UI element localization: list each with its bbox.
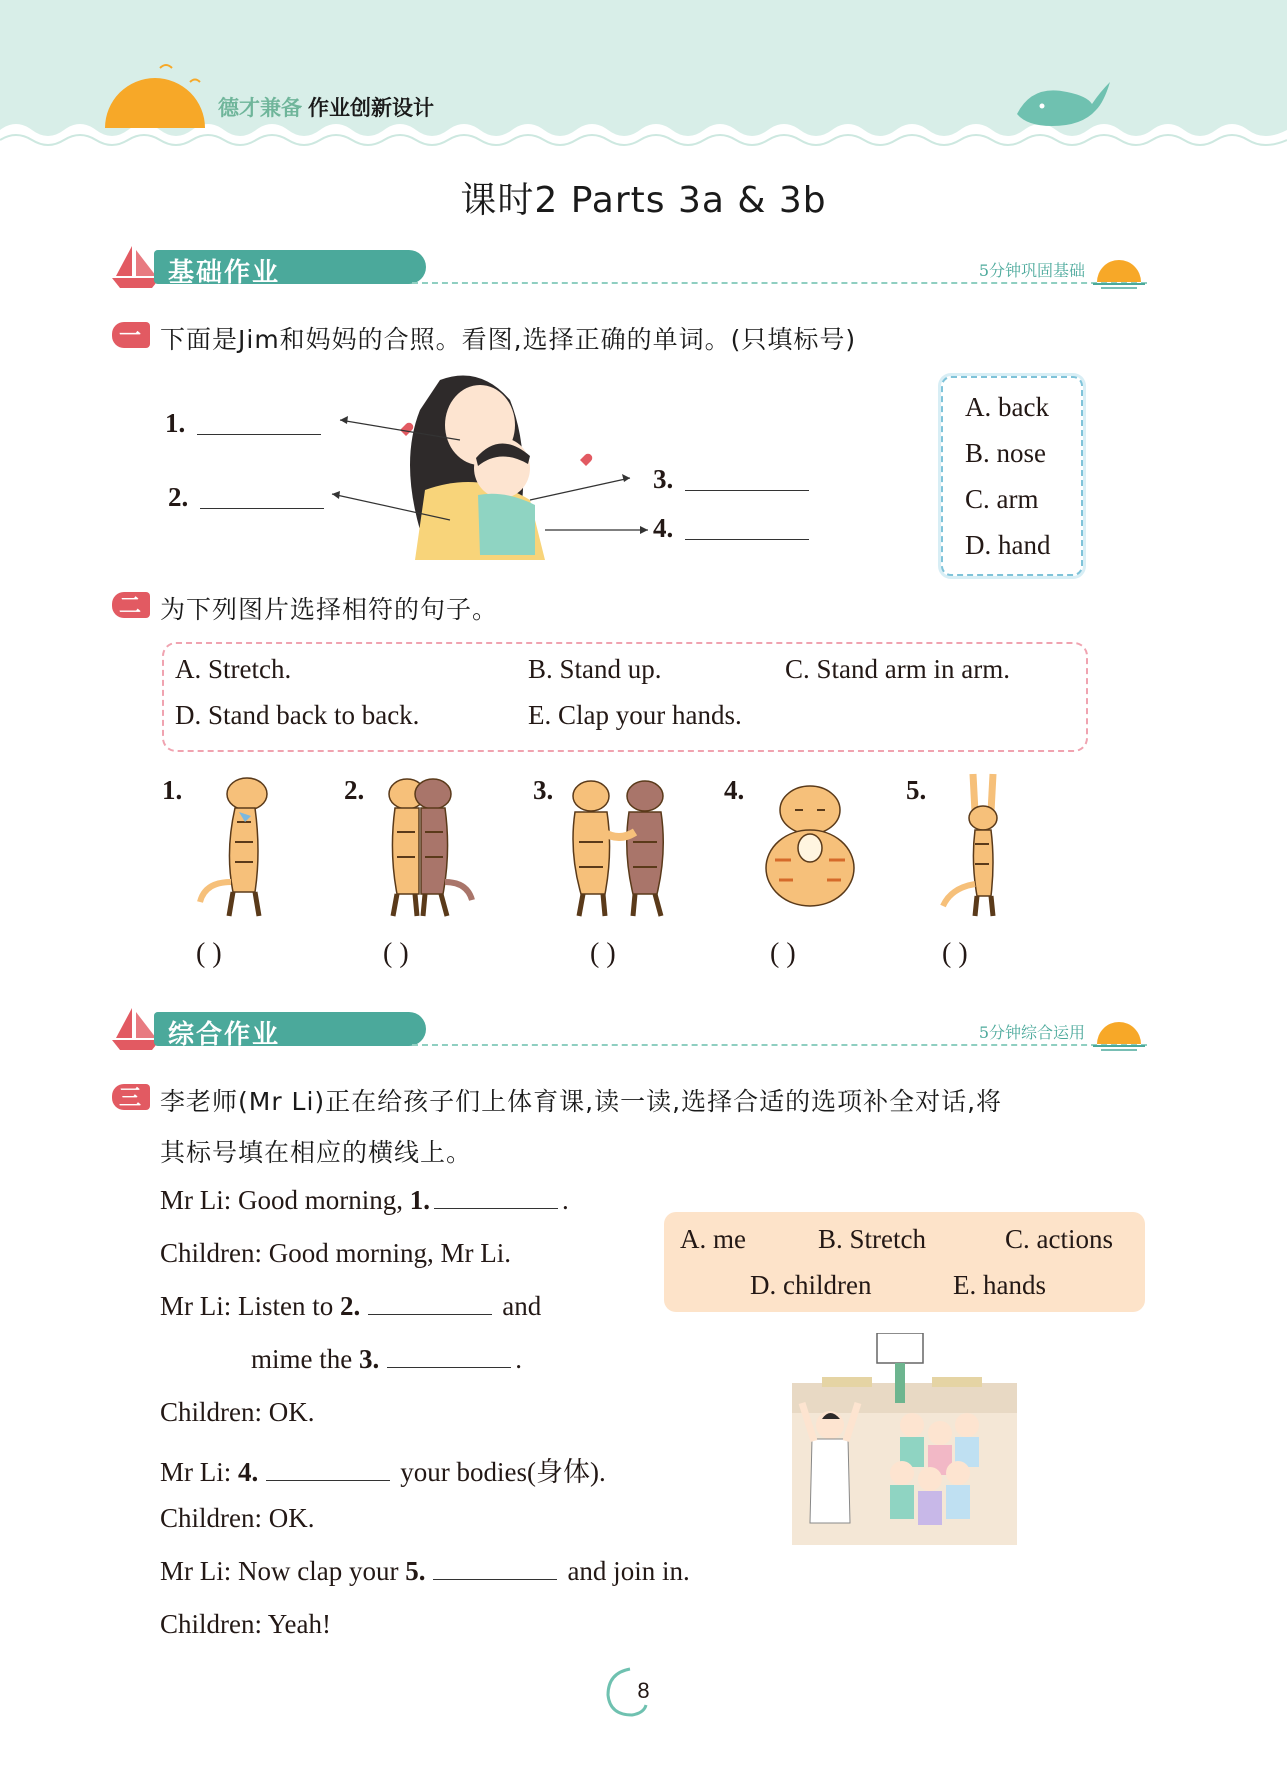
tiger-standing-image xyxy=(195,772,295,922)
q2-answer-5[interactable]: ( ) xyxy=(942,938,968,969)
sailboat-icon xyxy=(112,244,160,290)
divider xyxy=(412,1044,1147,1046)
tiger-stretching-image xyxy=(935,772,1025,922)
sailboat-icon xyxy=(112,1006,160,1052)
section-hint: 5分钟巩固基础 xyxy=(978,261,1085,280)
q2-option-a: A. Stretch. xyxy=(175,654,292,684)
dialog-line-1: Mr Li: Good morning, 1. . xyxy=(160,1185,569,1215)
tigers-back-to-back-image xyxy=(367,772,477,922)
q2-instruction: 为下列图片选择相符的句子。 xyxy=(160,595,499,624)
dialog-line-6: Mr Li: 4. your bodies(身体). xyxy=(160,1457,606,1487)
q1-blank-2[interactable] xyxy=(200,507,324,509)
brand-part2: 作业创新设计 xyxy=(308,96,434,120)
q2-picture-label-3: 3. xyxy=(533,775,554,805)
q2-option-e: E. Clap your hands. xyxy=(528,700,742,730)
q1-blank-1[interactable] xyxy=(197,433,321,435)
q2-answer-4[interactable]: ( ) xyxy=(770,938,796,969)
question-number-1: 一 xyxy=(112,322,150,348)
page-title: 课时2 Parts 3a & 3b xyxy=(460,180,827,221)
q1-option-b: B. nose xyxy=(965,438,1046,468)
dialog-line-2: Children: Good morning, Mr Li. xyxy=(160,1238,511,1268)
q2-option-b: B. Stand up. xyxy=(528,654,662,684)
dialog-line-8: Mr Li: Now clap your 5. and join in. xyxy=(160,1556,690,1586)
tiger-clapping-image xyxy=(755,780,865,910)
section-comprehensive xyxy=(112,1006,1147,1054)
q2-picture-label-2: 2. xyxy=(344,775,365,805)
section-label: 基础作业 xyxy=(168,258,281,288)
q1-instruction: 下面是Jim和妈妈的合照。看图,选择正确的单词。(只填标号) xyxy=(160,325,857,354)
pe-class-illustration xyxy=(792,1333,1017,1545)
section-hint: 5分钟综合运用 xyxy=(978,1023,1085,1042)
dialog-line-3: Mr Li: Listen to 2. and xyxy=(160,1291,542,1321)
question-number-2: 二 xyxy=(112,592,150,618)
brand-title xyxy=(218,92,434,122)
section-basic xyxy=(112,244,1147,292)
page-number: 8 xyxy=(637,1678,650,1703)
q1-label-1: 1. xyxy=(165,408,186,438)
whale-icon xyxy=(1012,74,1112,134)
sunset-icon xyxy=(1091,1006,1147,1052)
q3-option-b: B. Stretch xyxy=(818,1224,926,1254)
sun-icon xyxy=(100,60,210,130)
q1-label-3: 3. xyxy=(653,464,674,494)
q2-answer-3[interactable]: ( ) xyxy=(590,938,616,969)
dialog-line-4: mime the 3. . xyxy=(251,1344,522,1374)
q3-option-a: A. me xyxy=(680,1224,746,1254)
q1-label-2: 2. xyxy=(168,482,189,512)
brand-part1: 德才兼备 xyxy=(218,96,302,120)
tigers-arm-in-arm-image xyxy=(553,772,693,922)
sunset-icon xyxy=(1091,244,1147,290)
mother-son-illustration xyxy=(330,370,650,570)
q2-answer-1[interactable]: ( ) xyxy=(196,938,222,969)
q2-picture-label-1: 1. xyxy=(162,775,183,805)
divider xyxy=(412,282,1147,284)
dialog-line-7: Children: OK. xyxy=(160,1503,315,1533)
dialog-line-9: Children: Yeah! xyxy=(160,1609,331,1639)
q1-option-a: A. back xyxy=(965,392,1049,422)
q1-option-c: C. arm xyxy=(965,484,1039,514)
q1-word-box xyxy=(941,376,1083,576)
dialog-line-5: Children: OK. xyxy=(160,1397,315,1427)
q3-option-d: D. children xyxy=(750,1270,872,1300)
q3-option-c: C. actions xyxy=(1005,1224,1113,1254)
q2-answer-2[interactable]: ( ) xyxy=(383,938,409,969)
q3-instruction-line2: 其标号填在相应的横线上。 xyxy=(160,1138,473,1167)
q1-blank-3[interactable] xyxy=(685,489,809,491)
q2-picture-label-5: 5. xyxy=(906,775,927,805)
q3-option-e: E. hands xyxy=(953,1270,1046,1300)
q1-label-4: 4. xyxy=(653,513,674,543)
q1-option-d: D. hand xyxy=(965,530,1051,560)
q2-option-c: C. Stand arm in arm. xyxy=(785,654,1010,684)
q3-instruction-line1: 李老师(Mr Li)正在给孩子们上体育课,读一读,选择合适的选项补全对话,将 xyxy=(160,1087,1003,1116)
question-number-3: 三 xyxy=(112,1084,150,1110)
q1-blank-4[interactable] xyxy=(685,538,809,540)
section-label: 综合作业 xyxy=(168,1020,281,1050)
q2-picture-label-4: 4. xyxy=(724,775,745,805)
q2-option-d: D. Stand back to back. xyxy=(175,700,420,730)
